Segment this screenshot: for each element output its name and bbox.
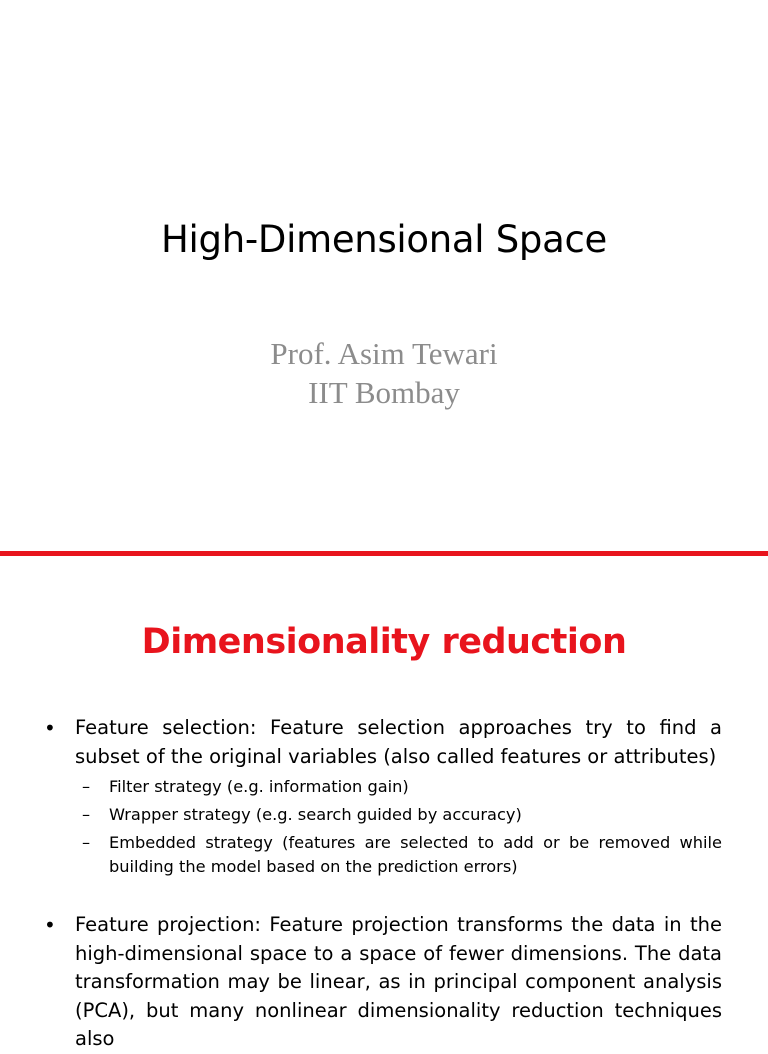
slide-title-heading: High-Dimensional Space: [161, 218, 607, 261]
author-affiliation: IIT Bombay: [308, 375, 460, 410]
sub-item-text: Wrapper strategy (e.g. search guided by accuracy): [109, 805, 522, 824]
bullet-text: Feature projection: Feature projection transforms the data in the high-dimensional space to a space of fewer dimensions. The data transformation may be linear, as in principal component analysis (PCA), but many nonlinear dimensionality reduction techniques also: [75, 913, 722, 1050]
author-name: Prof. Asim Tewari: [270, 336, 498, 371]
sub-item: [0, 831, 768, 879]
slide-heading: Dimensionality reduction: [141, 622, 627, 662]
bullet-icon: •: [44, 716, 56, 740]
sub-item: [0, 803, 768, 827]
bullet-item: [0, 911, 768, 1054]
bullet-text: Feature selection: Feature selection approaches try to find a subset of the original variables (also called features or attributes): [75, 716, 722, 768]
sub-item: [0, 775, 768, 799]
sub-item-text: Filter strategy (e.g. information gain): [109, 777, 409, 796]
bullet-item: [0, 714, 768, 771]
sub-list: [0, 775, 768, 879]
bullet-icon: •: [44, 913, 56, 937]
bullet-list: [0, 714, 768, 1054]
dash-icon: –: [82, 833, 91, 852]
slide-content: [0, 556, 768, 1050]
sub-item-text: Embedded strategy (features are selected to add or be removed while building the model based on the prediction errors): [109, 833, 722, 876]
dash-icon: –: [82, 805, 91, 824]
dash-icon: –: [82, 777, 91, 796]
author-block: [0, 334, 768, 412]
